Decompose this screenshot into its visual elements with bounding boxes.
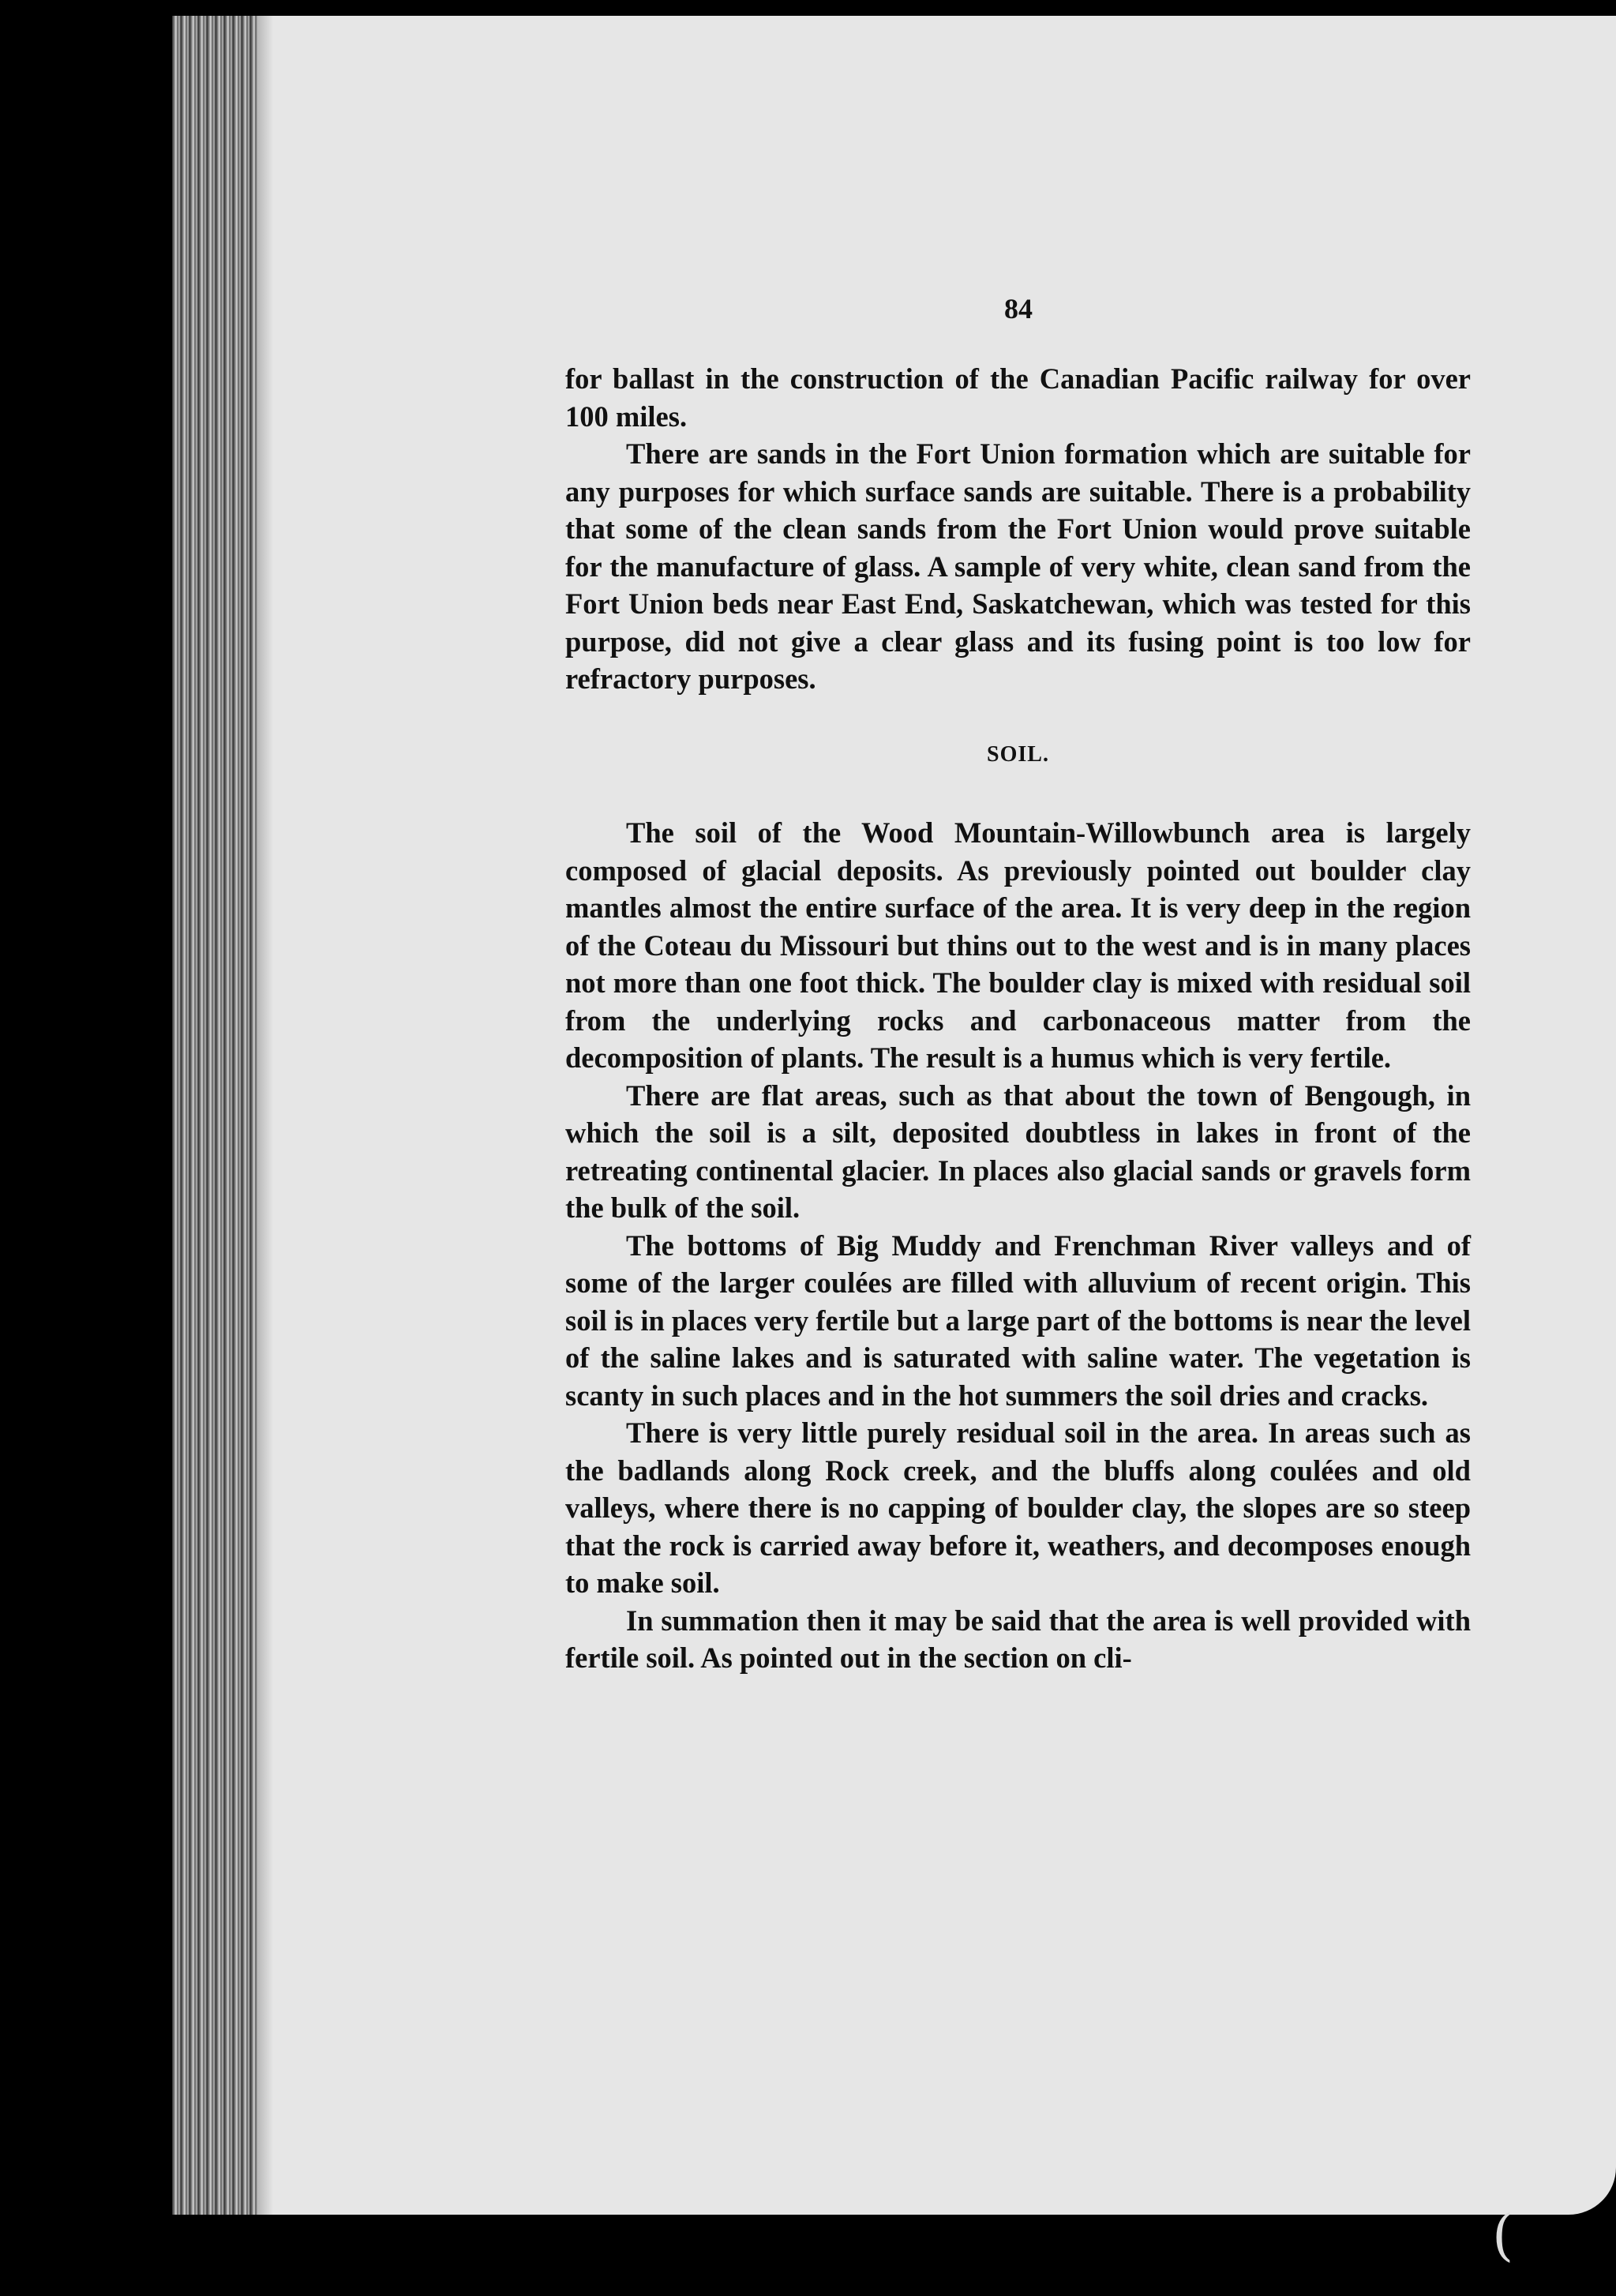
body-text (565, 360, 1471, 1677)
paragraph: There is very little purely residual soil in the area. In areas such as the badlands along Rock creek, and the bluffs along coulées and old valleys, where there is no capping of boulder clay, the slopes are so steep that the rock is carried away before it, weathers, and decomposes enough to make soil. (565, 1416, 1471, 1599)
paragraph: There are sands in the Fort Union formation which are suitable for any purposes for which surface sands are suitable. There is a probability that some of the clean sands from the Fort Union would prove suitable for the manufacture of glass. A sample of very white, clean sand from the Fort Union beds near East End, Saskatchewan, which was tested for this purpose, did not give a clear glass and its fusing point is too low for refractory purposes. (565, 437, 1471, 695)
paragraph: In summation then it may be said that the area is well provided with fertile soil. As pointed out in the section on cli- (565, 1604, 1471, 1674)
stray-mark: ( (1492, 2203, 1514, 2268)
paragraph: There are flat areas, such as that about the town of Bengough, in which the soil is a silt, deposited doubtless in lakes in front of the retreating continental glacier. In places also glacial sands or gravels form the bulk of the soil. (565, 1079, 1471, 1224)
paragraph: The bottoms of Big Muddy and Frenchman River valleys and of some of the larger coulées are filled with alluvium of recent origin. This soil is in places very fertile but a large part of the bottoms is near the level of the saline lakes and is saturated with saline water. The vegetation is scanty in such places and in the hot summers the soil dries and cracks. (565, 1229, 1471, 1412)
gutter-shadow (257, 16, 273, 2215)
paragraph: The soil of the Wood Mountain-Willowbunch area is largely composed of glacial deposits. As previously pointed out boulder clay mantles almost the entire surface of the area. It is very deep in the region of the Coteau du Missouri but thins out to the west and is in many places not more than one foot thick. The boulder clay is mixed with residual soil from the underlying rocks and carbonaceous matter from the decomposition of plants. The result is a humus which is very fertile. (565, 816, 1471, 1074)
section-heading: SOIL. (987, 741, 1049, 767)
paragraph: for ballast in the construction of the Canadian Pacific railway for over 100 miles. (565, 362, 1471, 433)
page-stack-edge (172, 16, 257, 2215)
page-number: 84 (1004, 293, 1033, 325)
